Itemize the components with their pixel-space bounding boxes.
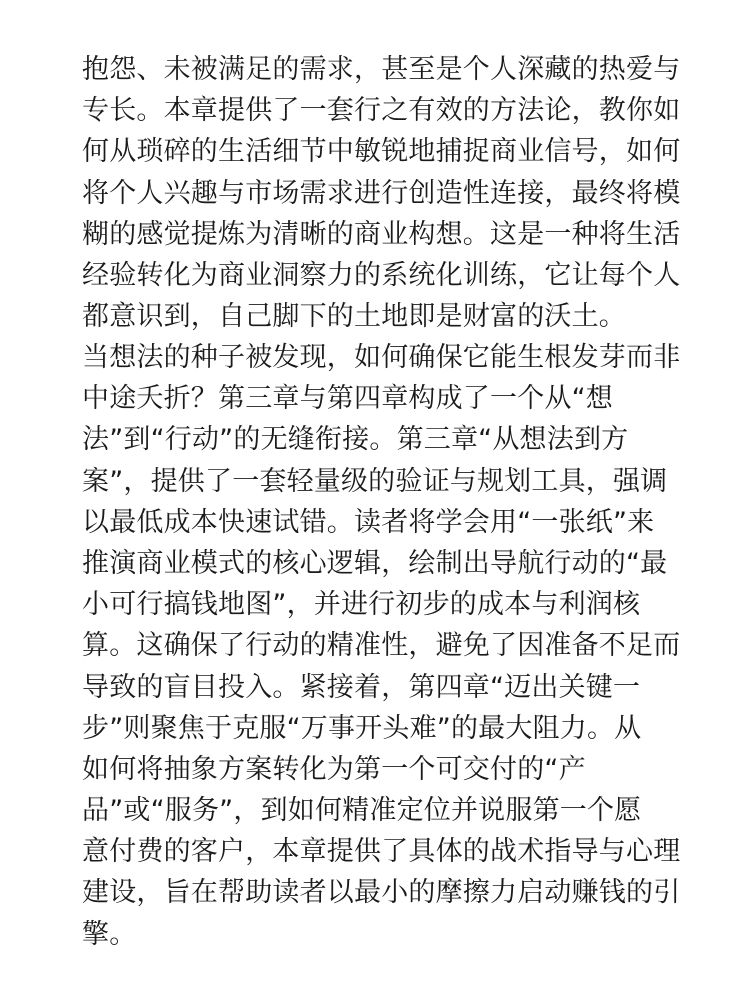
text-line: 当想法的种子被发现，如何确保它能生根发芽而非: [82, 342, 681, 373]
text-line: 小可行搞钱地图”，并进行初步的成本与利润核: [82, 589, 641, 621]
text-line: 推演商业模式的核心逻辑，绘制出导航行动的“最: [82, 547, 668, 579]
text-line: 以最低成本快速试错。读者将学会用“一张纸”来: [82, 506, 655, 538]
text-line: 都意识到，自己脚下的土地即是财富的沃土。: [82, 301, 626, 333]
text-line: 经验转化为商业洞察力的系统化训练，它让每个人: [82, 259, 681, 291]
text-line: 品”或“服务”，到如何精准定位并说服第一个愿: [82, 795, 642, 827]
text-line: 擎。: [82, 918, 137, 950]
text-line: 导致的盲目投入。紧接着，第四章“迈出关键一: [82, 671, 641, 703]
paragraph-2: [82, 337, 682, 955]
text-line: 算。这确保了行动的精准性，避免了因准备不足而: [82, 630, 681, 662]
text-line: 步”则聚焦于克服“万事开头难”的最大阻力。从: [82, 712, 642, 744]
paragraph-1: [82, 49, 682, 337]
text-line: 中途夭折？第三章与第四章构成了一个从“想: [82, 383, 613, 415]
text-line: 何从琐碎的生活细节中敏锐地捕捉商业信号，如何: [82, 136, 681, 168]
text-line: 专长。本章提供了一套行之有效的方法论，教你如: [82, 95, 681, 127]
text-line: 将个人兴趣与市场需求进行创造性连接，最终将模: [82, 177, 681, 209]
text-line: 法”到“行动”的无缝衔接。第三章“从想法到方: [82, 424, 629, 456]
text-line: 如何将抽象方案转化为第一个可交付的“产: [82, 753, 586, 785]
text-line: 意付费的客户，本章提供了具体的战术指导与心理: [82, 836, 681, 868]
text-line: 糊的感觉提炼为清晰的商业构想。这是一种将生活: [82, 218, 681, 250]
text-line: 建设，旨在帮助读者以最小的摩擦力启动赚钱的引: [82, 877, 681, 909]
text-line: 抱怨、未被满足的需求，甚至是个人深藏的热爱与: [82, 54, 681, 85]
text-line: 案”，提供了一套轻量级的验证与规划工具，强调: [82, 465, 668, 497]
